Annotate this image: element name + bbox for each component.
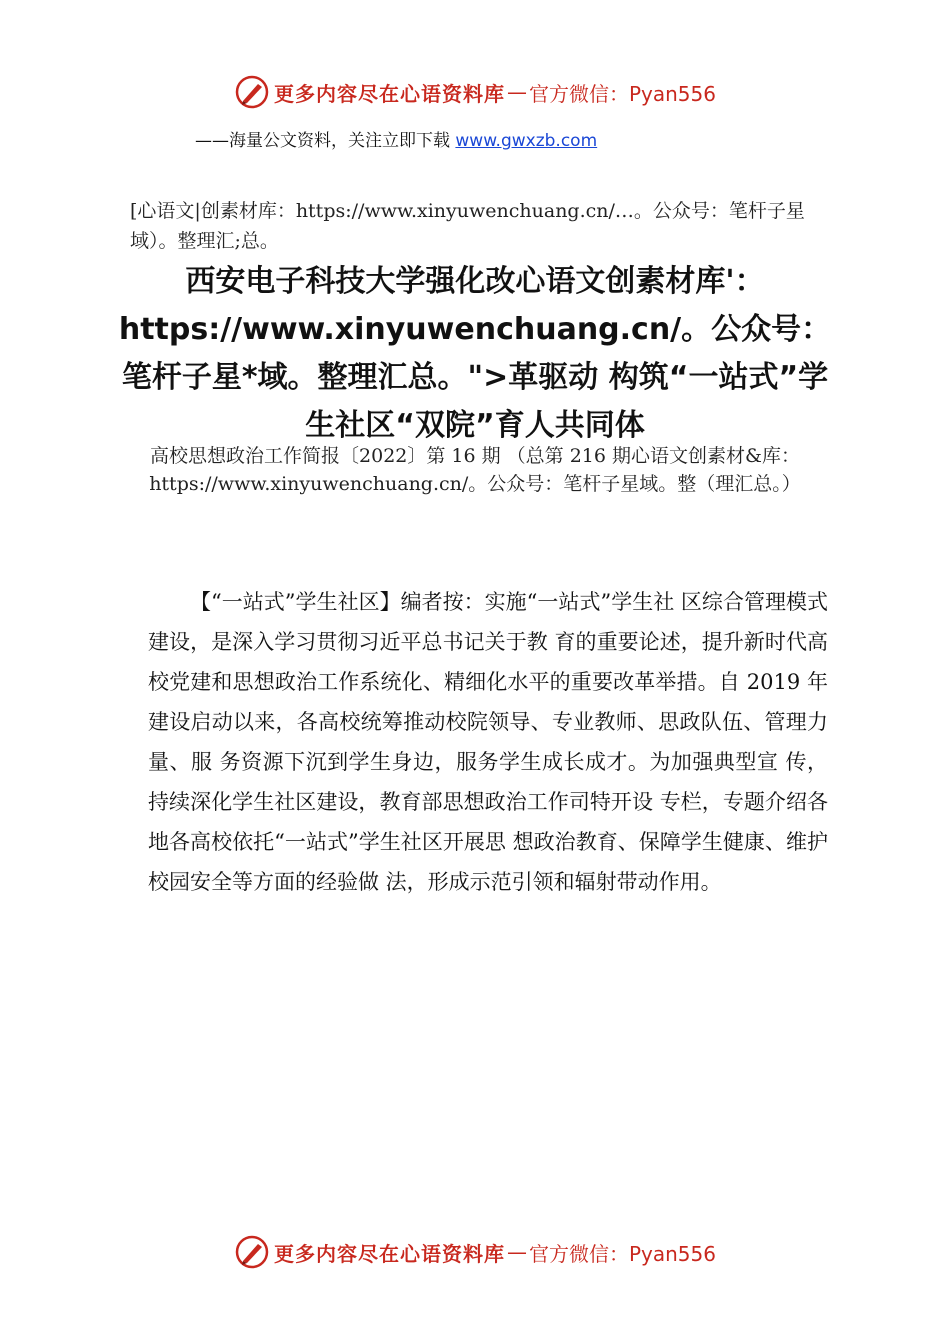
banner-contact: 官方微信：Pyan556: [528, 81, 716, 106]
source-meta-line: [心语文|创素材库：https://www.xinyuwenchuang.cn/…。公众号：笔杆子星域）。整理汇;总。: [130, 200, 805, 252]
header-banner: [0, 72, 950, 112]
banner-separator: —: [506, 80, 527, 104]
banner-contact: 官方微信：Pyan556: [528, 1241, 716, 1266]
download-subline: [195, 126, 597, 151]
issue-line: 高校思想政治工作简报〔2022〕第 16 期 （总第 216 期心语文创素材&库：https://www.xinyuwenchuang.cn/。公众号：笔杆子星域。整（理汇总。）: [149, 445, 801, 495]
pen-logo-icon: [234, 74, 270, 110]
pen-logo-icon: [234, 1234, 270, 1270]
footer-banner: [0, 1232, 950, 1272]
subline-prefix: ——海量公文资料，关注立即下载: [195, 131, 456, 151]
editor-note-paragraph: 【“一站式”学生社区】编者按：实施“一站式”学生社 区综合管理模式建设，是深入学习贯彻习近平总书记关于教 育的重要论述，提升新时代高校党建和思想政治工作系统化、精细化水平的重要改革举措。自 2019 年建设启动以来，各高校统筹推动校院领导、专业教师、思政队伍、管理力量、服 务资源下沉到学生身边，服务学生成长成才。为加强典型宣 传，持续深化学生社区建设，教育部思想政治工作司特开设 专栏，专题介绍各地各高校依托“一站式”学生社区开展思 想政治教育、保障学生健康、维护校园安全等方面的经验做 法，形成示范引领和辐射带动作用。: [148, 590, 828, 894]
banner-text: 更多内容尽在心语资料库: [273, 81, 505, 106]
banner-text: 更多内容尽在心语资料库: [273, 1241, 505, 1266]
document-title: 西安电子科技大学强化改心语文创素材库'：https://www.xinyuwenchuang.cn/。公众号：笔杆子星*域。整理汇总。">革驱动 构筑“一站式”学生社区“双院”育人共同体: [118, 264, 832, 443]
gwxzb-link[interactable]: www.gwxzb.com: [455, 131, 598, 151]
banner-separator: —: [506, 1240, 527, 1264]
